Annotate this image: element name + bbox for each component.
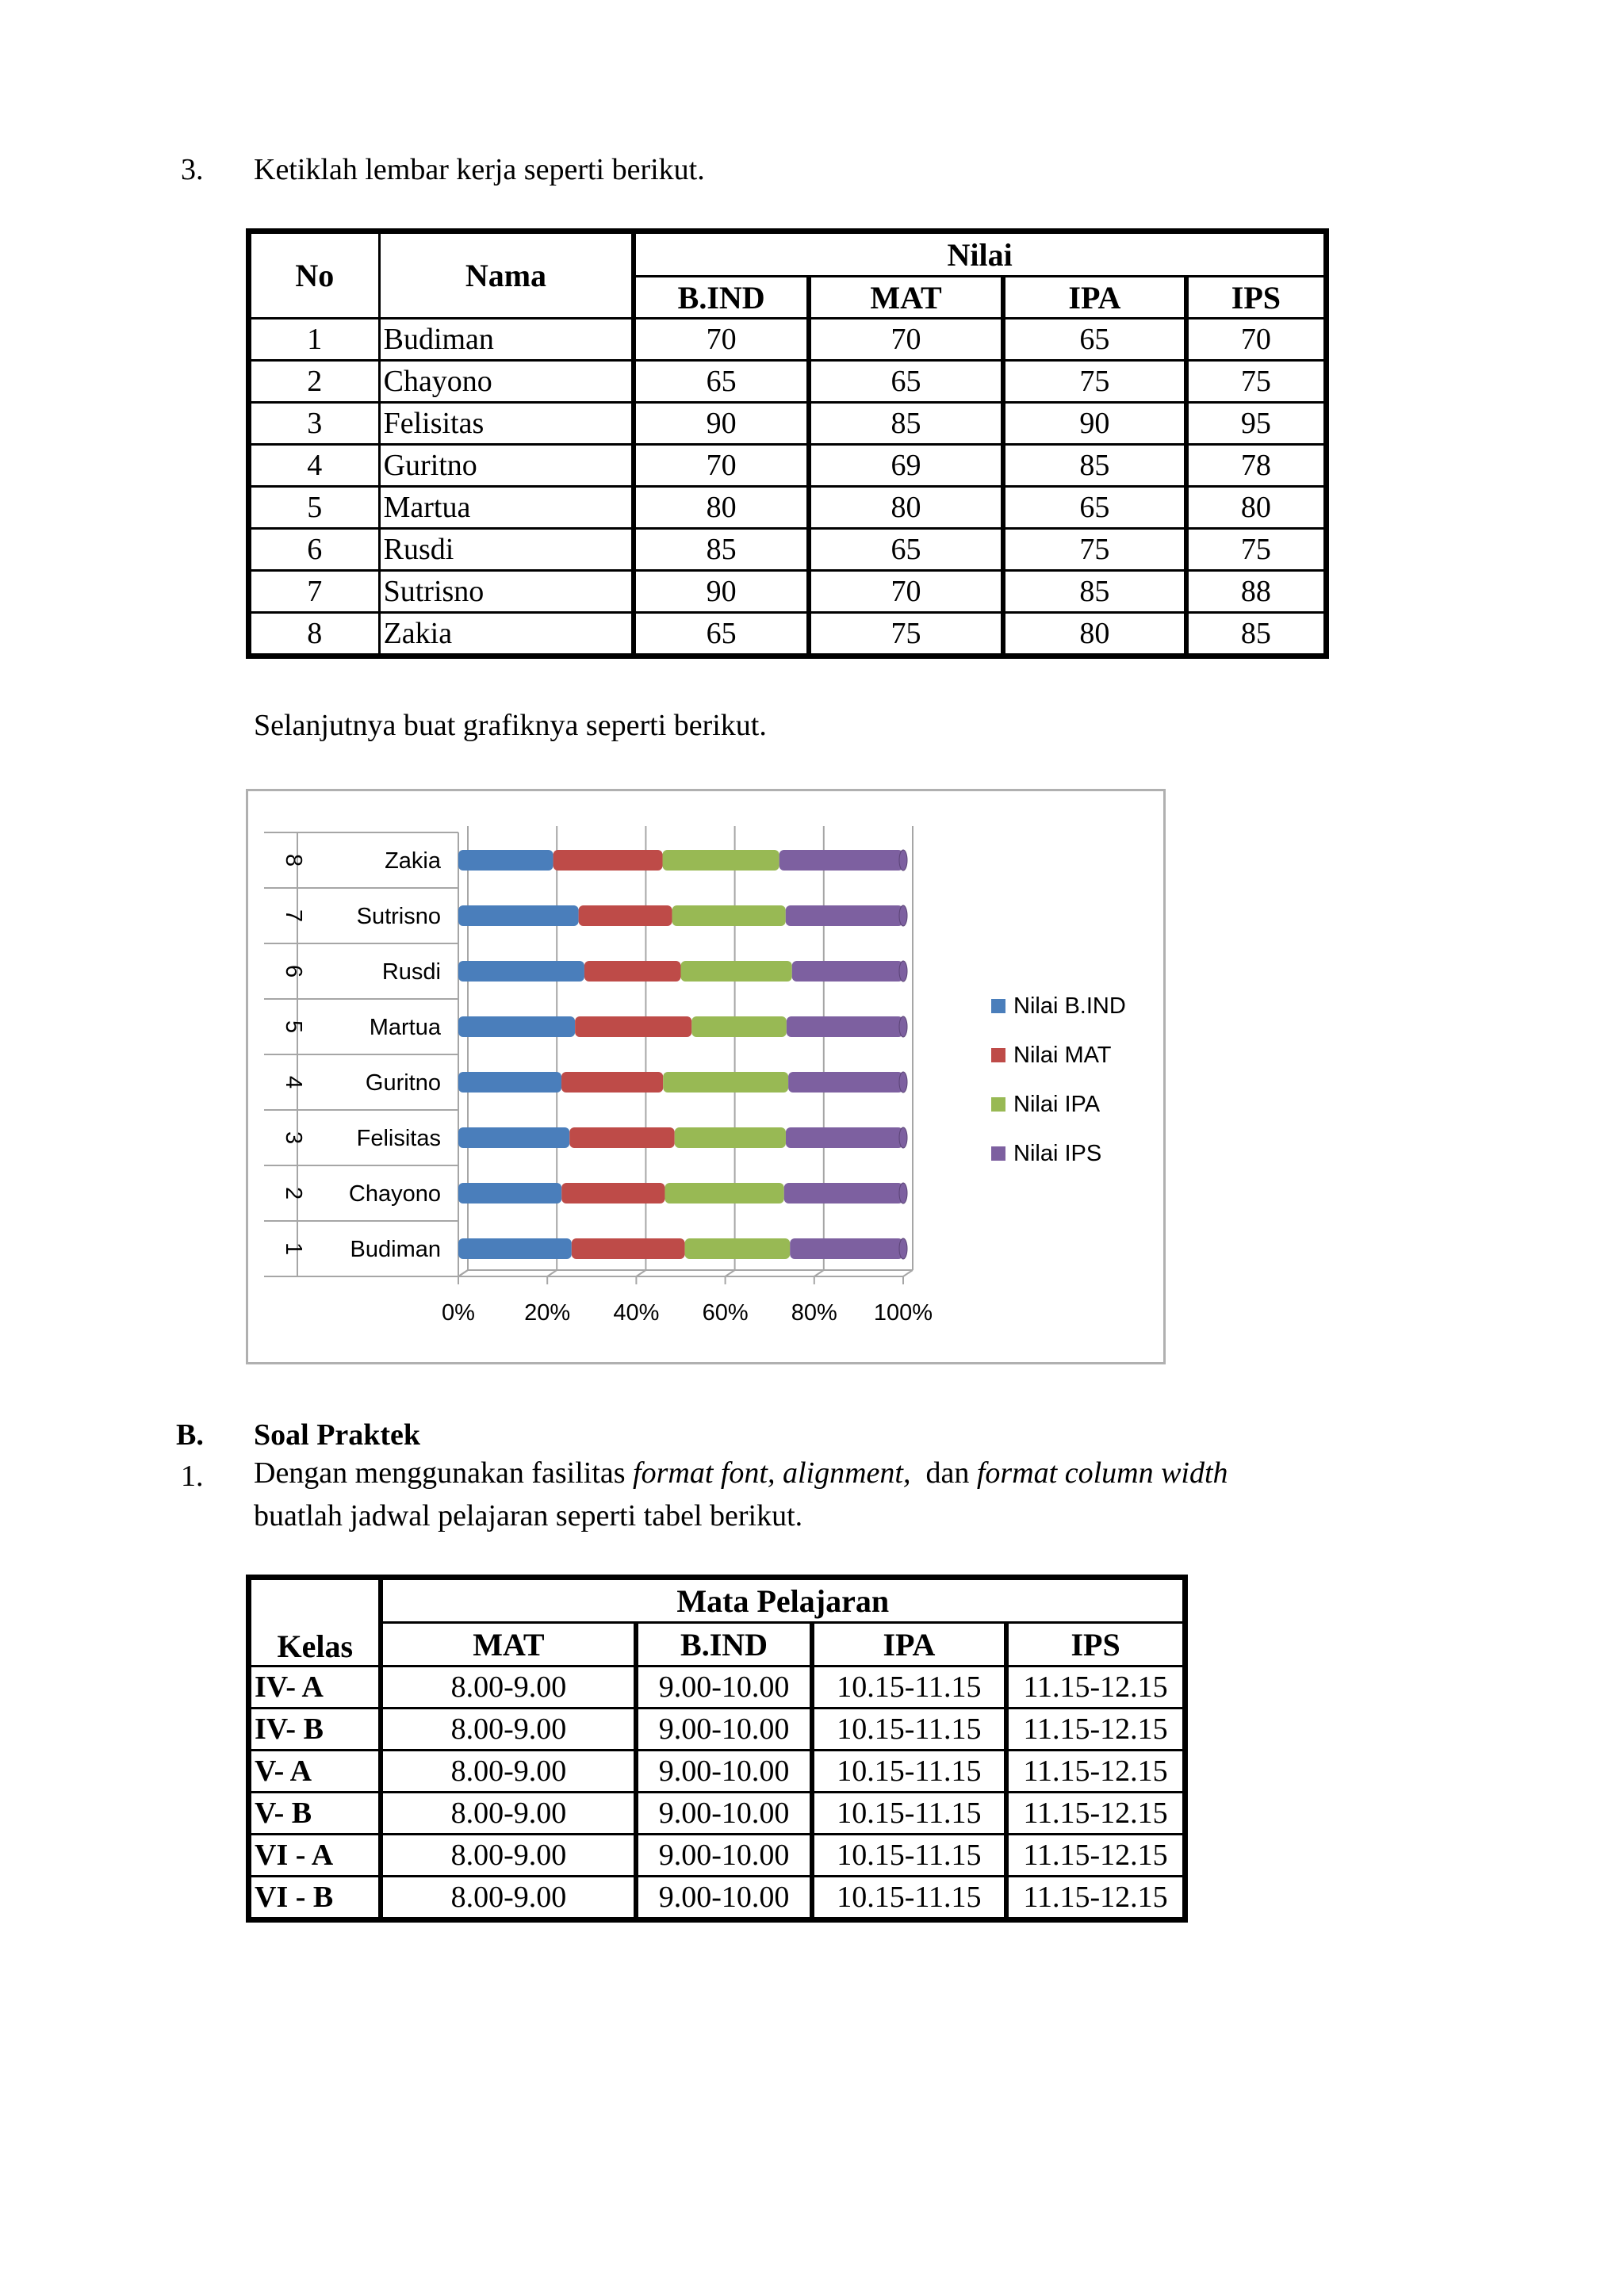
cell-nama: Chayono: [379, 361, 634, 403]
cell-ipa: 65: [1003, 487, 1186, 529]
cell-bind: 65: [634, 361, 809, 403]
gridline-floor: [636, 1270, 645, 1276]
gridline-floor: [547, 1270, 557, 1276]
legend-label: Nilai IPA: [1013, 1091, 1101, 1117]
cell-time: 8.00-9.00: [381, 1835, 636, 1877]
cell-kelas: VI - B: [249, 1877, 381, 1920]
col-header-mat: MAT: [809, 277, 1003, 319]
cell-ipa: 75: [1003, 529, 1186, 571]
cell-time: 8.00-9.00: [381, 1667, 636, 1709]
cell-kelas: V- B: [249, 1793, 381, 1835]
bar-segment: [458, 850, 553, 871]
instruction-italic-1: format font, alignment,: [633, 1456, 911, 1490]
category-number-label: 6: [281, 964, 306, 978]
cell-nama: Sutrisno: [379, 571, 634, 613]
bar-segment: [691, 1016, 787, 1037]
cell-ipa: 80: [1003, 613, 1186, 656]
legend-item: [991, 1031, 1126, 1080]
bar-segment: [681, 961, 792, 982]
category-label: Felisitas: [356, 1126, 441, 1151]
item-number-3: 3.: [181, 153, 204, 186]
category-number-label: 4: [281, 1075, 306, 1089]
cell-time: 10.15-11.15: [812, 1751, 1006, 1793]
bar-segment: [579, 905, 672, 926]
bar-segment: [458, 961, 584, 982]
cell-bind: 90: [634, 571, 809, 613]
instruction-italic-2: format column width: [976, 1456, 1228, 1490]
bar-segment: [663, 1072, 788, 1093]
cell-time: 8.00-9.00: [381, 1793, 636, 1835]
category-number-label: 3: [281, 1131, 306, 1145]
legend-label: Nilai IPS: [1013, 1140, 1102, 1166]
section-b-letter: B.: [176, 1418, 204, 1452]
x-tick-label: 100%: [873, 1300, 933, 1326]
cell-nama: Rusdi: [379, 529, 634, 571]
chart-wall: [458, 826, 468, 1276]
col-header-kelas: Kelas: [249, 1578, 381, 1667]
table-row: [249, 1793, 1185, 1835]
section-b-title: Soal Praktek: [254, 1418, 421, 1452]
table-row: [249, 361, 1327, 403]
col-header-no: No: [249, 232, 380, 319]
bar-segment: [572, 1238, 685, 1259]
cell-ips: 75: [1186, 529, 1327, 571]
cell-time: 11.15-12.15: [1006, 1877, 1185, 1920]
bar-cap: [899, 905, 907, 926]
category-number-label: 2: [281, 1186, 306, 1200]
cell-bind: 90: [634, 403, 809, 445]
bar-cap: [899, 1127, 907, 1148]
cell-kelas: V- A: [249, 1751, 381, 1793]
col-header-bind: B.IND: [634, 277, 809, 319]
cell-time: 11.15-12.15: [1006, 1835, 1185, 1877]
col-header-nama: Nama: [379, 232, 634, 319]
bar-segment: [779, 850, 903, 871]
cell-no: 6: [249, 529, 380, 571]
gridline-floor: [458, 1270, 468, 1276]
legend-item: [991, 982, 1126, 1031]
bar-segment: [787, 1016, 903, 1037]
cell-ipa: 75: [1003, 361, 1186, 403]
bar-segment: [790, 1238, 903, 1259]
category-label: Zakia: [385, 848, 441, 874]
table-row: [249, 613, 1327, 656]
cell-time: 10.15-11.15: [812, 1793, 1006, 1835]
cell-ips: 78: [1186, 445, 1327, 487]
x-tick-label: 80%: [791, 1300, 837, 1326]
bar-segment: [784, 1183, 903, 1203]
gridline-floor: [726, 1270, 735, 1276]
cell-bind: 70: [634, 445, 809, 487]
legend-item: [991, 1129, 1126, 1178]
col-header-ips: IPS: [1186, 277, 1327, 319]
bar-segment: [575, 1016, 691, 1037]
cell-bind: 65: [634, 613, 809, 656]
cell-mat: 75: [809, 613, 1003, 656]
bar-segment: [458, 1072, 561, 1093]
col-header-ipa: IPA: [1003, 277, 1186, 319]
cell-no: 5: [249, 487, 380, 529]
col-header-mata-pelajaran: Mata Pelajaran: [381, 1578, 1185, 1623]
cell-nama: Martua: [379, 487, 634, 529]
bar-cap: [899, 850, 907, 871]
category-label: Martua: [369, 1015, 441, 1040]
cell-ipa: 90: [1003, 403, 1186, 445]
gridline-floor: [814, 1270, 824, 1276]
cell-bind: 80: [634, 487, 809, 529]
table-row: [249, 571, 1327, 613]
cell-no: 7: [249, 571, 380, 613]
cell-mat: 65: [809, 529, 1003, 571]
cell-ipa: 65: [1003, 319, 1186, 361]
legend-swatch: [991, 1146, 1005, 1161]
cell-mat: 80: [809, 487, 1003, 529]
cell-kelas: IV- A: [249, 1667, 381, 1709]
category-number-label: 7: [281, 909, 306, 923]
bar-segment: [561, 1183, 665, 1203]
bar-segment: [786, 905, 903, 926]
table-row: [249, 403, 1327, 445]
cell-time: 11.15-12.15: [1006, 1793, 1185, 1835]
col-header-bind: B.IND: [636, 1623, 811, 1667]
cell-time: 9.00-10.00: [636, 1877, 811, 1920]
cell-kelas: IV- B: [249, 1709, 381, 1751]
cell-nama: Budiman: [379, 319, 634, 361]
bar-cap: [899, 961, 907, 982]
category-number-label: 1: [281, 1242, 306, 1256]
cell-kelas: VI - A: [249, 1835, 381, 1877]
cell-time: 11.15-12.15: [1006, 1667, 1185, 1709]
bar-cap: [899, 1238, 907, 1259]
cell-time: 10.15-11.15: [812, 1709, 1006, 1751]
cell-time: 9.00-10.00: [636, 1835, 811, 1877]
chart-intro-text: Selanjutnya buat grafiknya seperti berikut.: [254, 709, 767, 742]
cell-ips: 85: [1186, 613, 1327, 656]
schedule-table: [246, 1575, 1188, 1923]
cell-nama: Zakia: [379, 613, 634, 656]
col-header-mat: MAT: [381, 1623, 636, 1667]
legend-label: Nilai B.IND: [1013, 993, 1126, 1019]
instruction-part-1: Dengan menggunakan fasilitas: [254, 1456, 634, 1490]
cell-no: 4: [249, 445, 380, 487]
bar-segment: [458, 1183, 561, 1203]
bar-segment: [672, 905, 786, 926]
cell-time: 9.00-10.00: [636, 1793, 811, 1835]
cell-mat: 85: [809, 403, 1003, 445]
cell-ips: 80: [1186, 487, 1327, 529]
category-label: Chayono: [348, 1181, 441, 1207]
cell-ips: 70: [1186, 319, 1327, 361]
cell-time: 8.00-9.00: [381, 1877, 636, 1920]
cell-time: 11.15-12.15: [1006, 1751, 1185, 1793]
legend-swatch: [991, 1097, 1005, 1112]
category-number-label: 5: [281, 1020, 306, 1034]
bar-segment: [788, 1072, 903, 1093]
cell-time: 8.00-9.00: [381, 1751, 636, 1793]
bar-segment: [458, 1016, 575, 1037]
cell-ipa: 85: [1003, 571, 1186, 613]
cell-ips: 75: [1186, 361, 1327, 403]
legend-swatch: [991, 1048, 1005, 1062]
cell-bind: 70: [634, 319, 809, 361]
table-row: [249, 1709, 1185, 1751]
table-row: [249, 487, 1327, 529]
category-label: Budiman: [350, 1237, 441, 1262]
cell-ips: 88: [1186, 571, 1327, 613]
cell-time: 9.00-10.00: [636, 1667, 811, 1709]
category-label: Guritno: [365, 1070, 441, 1096]
legend-item: [991, 1080, 1126, 1129]
cell-time: 10.15-11.15: [812, 1835, 1006, 1877]
table-row: [249, 1877, 1185, 1920]
section-b-instruction: [254, 1456, 1228, 1490]
bar-segment: [569, 1127, 674, 1148]
bar-segment: [786, 1127, 903, 1148]
cell-mat: 65: [809, 361, 1003, 403]
bar-segment: [665, 1183, 783, 1203]
bar-cap: [899, 1016, 907, 1037]
table-row: [249, 445, 1327, 487]
table-row: [249, 1751, 1185, 1793]
cell-time: 11.15-12.15: [1006, 1709, 1185, 1751]
bar-segment: [685, 1238, 791, 1259]
instruction-part-2: dan: [910, 1456, 977, 1490]
cell-time: 10.15-11.15: [812, 1877, 1006, 1920]
cell-nama: Guritno: [379, 445, 634, 487]
item-number-1: 1.: [181, 1460, 204, 1493]
cell-no: 3: [249, 403, 380, 445]
gridline-floor: [903, 1270, 913, 1276]
cell-ips: 95: [1186, 403, 1327, 445]
bar-segment: [458, 905, 579, 926]
category-label: Sutrisno: [356, 904, 441, 929]
bar-segment: [561, 1072, 663, 1093]
instruction-text: Ketiklah lembar kerja seperti berikut.: [254, 153, 705, 186]
bar-cap: [899, 1072, 907, 1093]
bar-cap: [899, 1183, 907, 1203]
bar-segment: [584, 961, 681, 982]
table-row: [249, 1667, 1185, 1709]
x-tick-label: 60%: [702, 1300, 749, 1326]
x-tick-label: 40%: [613, 1300, 660, 1326]
cell-no: 1: [249, 319, 380, 361]
chart-legend: [991, 982, 1126, 1178]
col-header-ipa: IPA: [812, 1623, 1006, 1667]
x-tick-label: 20%: [524, 1300, 571, 1326]
cell-time: 8.00-9.00: [381, 1709, 636, 1751]
cell-no: 2: [249, 361, 380, 403]
bar-segment: [792, 961, 903, 982]
cell-ipa: 85: [1003, 445, 1186, 487]
bar-segment: [553, 850, 663, 871]
cell-time: 10.15-11.15: [812, 1667, 1006, 1709]
cell-nama: Felisitas: [379, 403, 634, 445]
cell-time: 9.00-10.00: [636, 1709, 811, 1751]
legend-label: Nilai MAT: [1013, 1042, 1112, 1068]
bar-segment: [663, 850, 779, 871]
category-number-label: 8: [281, 853, 306, 867]
table-row: [249, 319, 1327, 361]
legend-swatch: [991, 999, 1005, 1013]
table-row: [249, 529, 1327, 571]
table-row: [249, 1835, 1185, 1877]
bar-segment: [458, 1127, 569, 1148]
x-tick-label: 0%: [442, 1300, 475, 1326]
cell-mat: 70: [809, 571, 1003, 613]
col-header-nilai: Nilai: [634, 232, 1326, 277]
cell-no: 8: [249, 613, 380, 656]
cell-mat: 70: [809, 319, 1003, 361]
cell-bind: 85: [634, 529, 809, 571]
cell-time: 9.00-10.00: [636, 1751, 811, 1793]
col-header-ips: IPS: [1006, 1623, 1185, 1667]
bar-segment: [458, 1238, 572, 1259]
bar-segment: [675, 1127, 786, 1148]
category-label: Rusdi: [381, 959, 441, 985]
cell-mat: 69: [809, 445, 1003, 487]
section-b-instruction-line2: buatlah jadwal pelajaran seperti tabel berikut.: [254, 1499, 803, 1533]
grades-table: [246, 228, 1329, 659]
